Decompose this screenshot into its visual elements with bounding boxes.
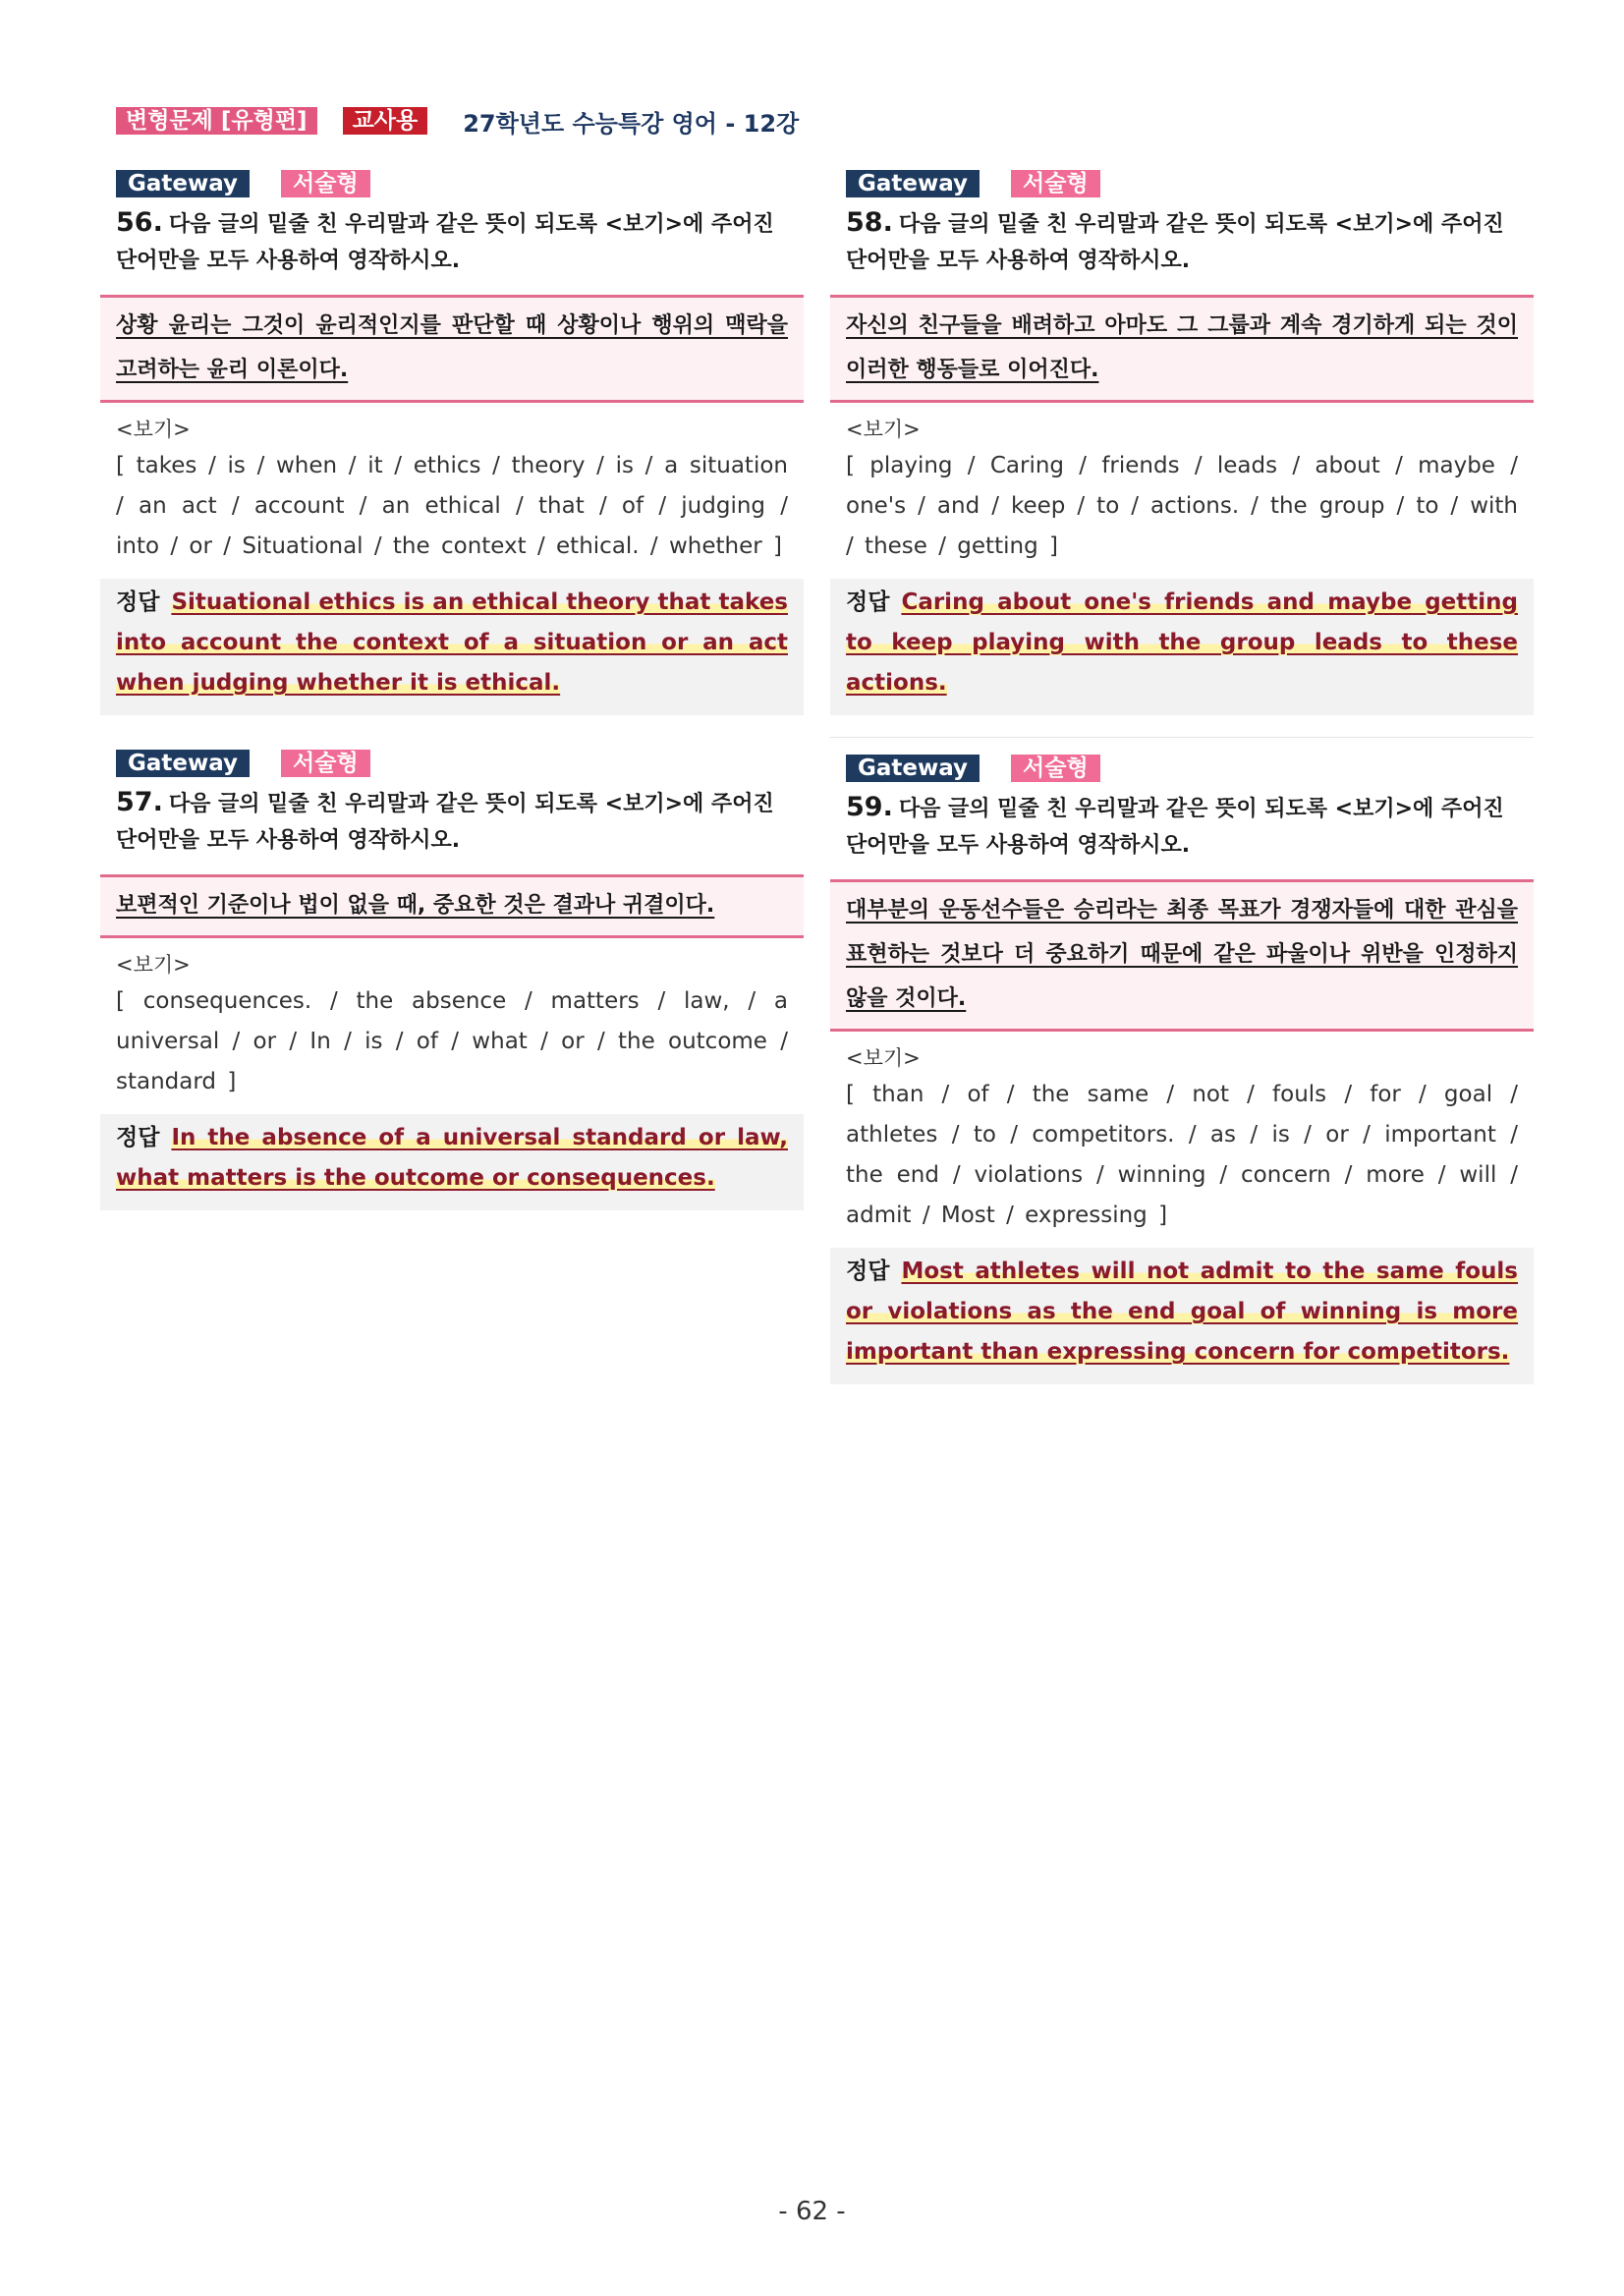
gateway-badge: Gateway: [846, 170, 980, 197]
left-column: [100, 169, 804, 1210]
instruction-text: 다음 글의 밑줄 친 우리말과 같은 뜻이 되도록 <보기>에 주어진 단어만을 모두 사용하여 영작하시오.: [116, 212, 774, 273]
question-number: 59.: [846, 792, 893, 822]
word-bank: [116, 948, 788, 1102]
question-instruction: [846, 204, 1518, 279]
instruction-text: 다음 글의 밑줄 친 우리말과 같은 뜻이 되도록 <보기>에 주어진 단어만을 모두 사용하여 영작하시오.: [846, 212, 1504, 273]
korean-sentence: 대부분의 운동선수들은 승리라는 최종 목표가 경쟁자들에 대한 관심을 표현하는 것보다 더 중요하기 때문에 같은 파울이나 위반을 인정하지 않을 것이다.: [846, 898, 1518, 1011]
korean-sentence: 자신의 친구들을 배려하고 아마도 그 그룹과 계속 경기하게 되는 것이 이러한 행동들로 이어진다.: [846, 313, 1518, 382]
answer-box: [100, 579, 804, 715]
word-bank: [846, 413, 1518, 567]
question-instruction: [116, 784, 788, 859]
answer-label: 정답: [116, 589, 160, 615]
korean-sentence: 상황 윤리는 그것이 윤리적인지를 판단할 때 상황이나 행위의 맥락을 고려하는 윤리 이론이다.: [116, 313, 788, 382]
right-column: [830, 169, 1534, 1384]
word-bank-label: <보기>: [116, 418, 191, 441]
problem-badges: [116, 169, 804, 198]
answer-label: 정답: [846, 589, 890, 615]
instruction-text: 다음 글의 밑줄 친 우리말과 같은 뜻이 되도록 <보기>에 주어진 단어만을 모두 사용하여 영작하시오.: [116, 792, 774, 853]
problem-gap: [100, 715, 804, 749]
type-badge: 서술형: [1011, 170, 1100, 197]
korean-sentence-box: [100, 295, 804, 403]
word-bank-label: <보기>: [846, 418, 921, 441]
word-bank: [846, 1041, 1518, 1236]
answer-text: Situational ethics is an ethical theory that takes into account the context of a situation or an act when judging whether it is ethical.: [116, 589, 788, 696]
problem-56: [100, 169, 804, 715]
answer-box: [830, 1248, 1534, 1384]
page-header: [116, 104, 799, 138]
type-badge: 서술형: [281, 750, 370, 777]
word-bank: [116, 413, 788, 567]
answer-box: [830, 579, 1534, 715]
problem-badges: [846, 754, 1534, 783]
word-bank-label: <보기>: [846, 1046, 921, 1070]
korean-sentence-box: [830, 879, 1534, 1032]
variant-problem-tag: 변형문제 [유형편]: [116, 107, 317, 135]
answer-text: In the absence of a universal standard or law, what matters is the outcome or consequences.: [116, 1125, 788, 1191]
word-bank-words: [ consequences. / the absence / matters / law, / a universal / or / In / is / of / what / or / the outcome / standard ]: [116, 988, 788, 1094]
question-instruction: [116, 204, 788, 279]
word-bank-label: <보기>: [116, 953, 191, 977]
divider: [830, 737, 1534, 738]
problem-badges: [116, 749, 804, 778]
answer-text: Caring about one's friends and maybe getting to keep playing with the group leads to these actions.: [846, 589, 1518, 696]
korean-sentence: 보편적인 기준이나 법이 없을 때, 중요한 것은 결과나 귀결이다.: [116, 893, 715, 918]
type-badge: 서술형: [281, 170, 370, 197]
gateway-badge: Gateway: [846, 755, 980, 782]
word-bank-words: [ than / of / the same / not / fouls / for / goal / athletes / to / competitors. / as / is / or / important / the end / violations / winning / concern / more / will / admit / Most / expressing ]: [846, 1082, 1518, 1228]
word-bank-words: [ takes / is / when / it / ethics / theory / is / a situation / an act / account / an ethical / that / of / judging / into / or / Situational / the context / ethical. / whether ]: [116, 453, 788, 559]
teacher-edition-tag: 교사용: [343, 107, 428, 135]
question-instruction: [846, 789, 1518, 864]
problem-57: [100, 749, 804, 1210]
question-number: 56.: [116, 207, 163, 238]
type-badge: 서술형: [1011, 755, 1100, 782]
korean-sentence-box: [830, 295, 1534, 403]
word-bank-words: [ playing / Caring / friends / leads / about / maybe / one's / and / keep / to / actions. / the group / to / with / these / getting ]: [846, 453, 1518, 559]
page-number: - 62 -: [778, 2197, 846, 2226]
problem-badges: [846, 169, 1534, 198]
question-number: 58.: [846, 207, 893, 238]
answer-label: 정답: [846, 1259, 890, 1284]
gateway-badge: Gateway: [116, 170, 250, 197]
problem-59: [830, 754, 1534, 1384]
answer-box: [100, 1114, 804, 1210]
answer-label: 정답: [116, 1125, 160, 1150]
question-number: 57.: [116, 787, 163, 817]
problem-58: [830, 169, 1534, 715]
gateway-badge: Gateway: [116, 750, 250, 777]
answer-text: Most athletes will not admit to the same fouls or violations as the end goal of winning is more important than expressing concern for competitors.: [846, 1259, 1518, 1365]
instruction-text: 다음 글의 밑줄 친 우리말과 같은 뜻이 되도록 <보기>에 주어진 단어만을 모두 사용하여 영작하시오.: [846, 797, 1504, 858]
korean-sentence-box: [100, 874, 804, 938]
header-title: 27학년도 수능특강 영어 - 12강: [463, 109, 800, 138]
